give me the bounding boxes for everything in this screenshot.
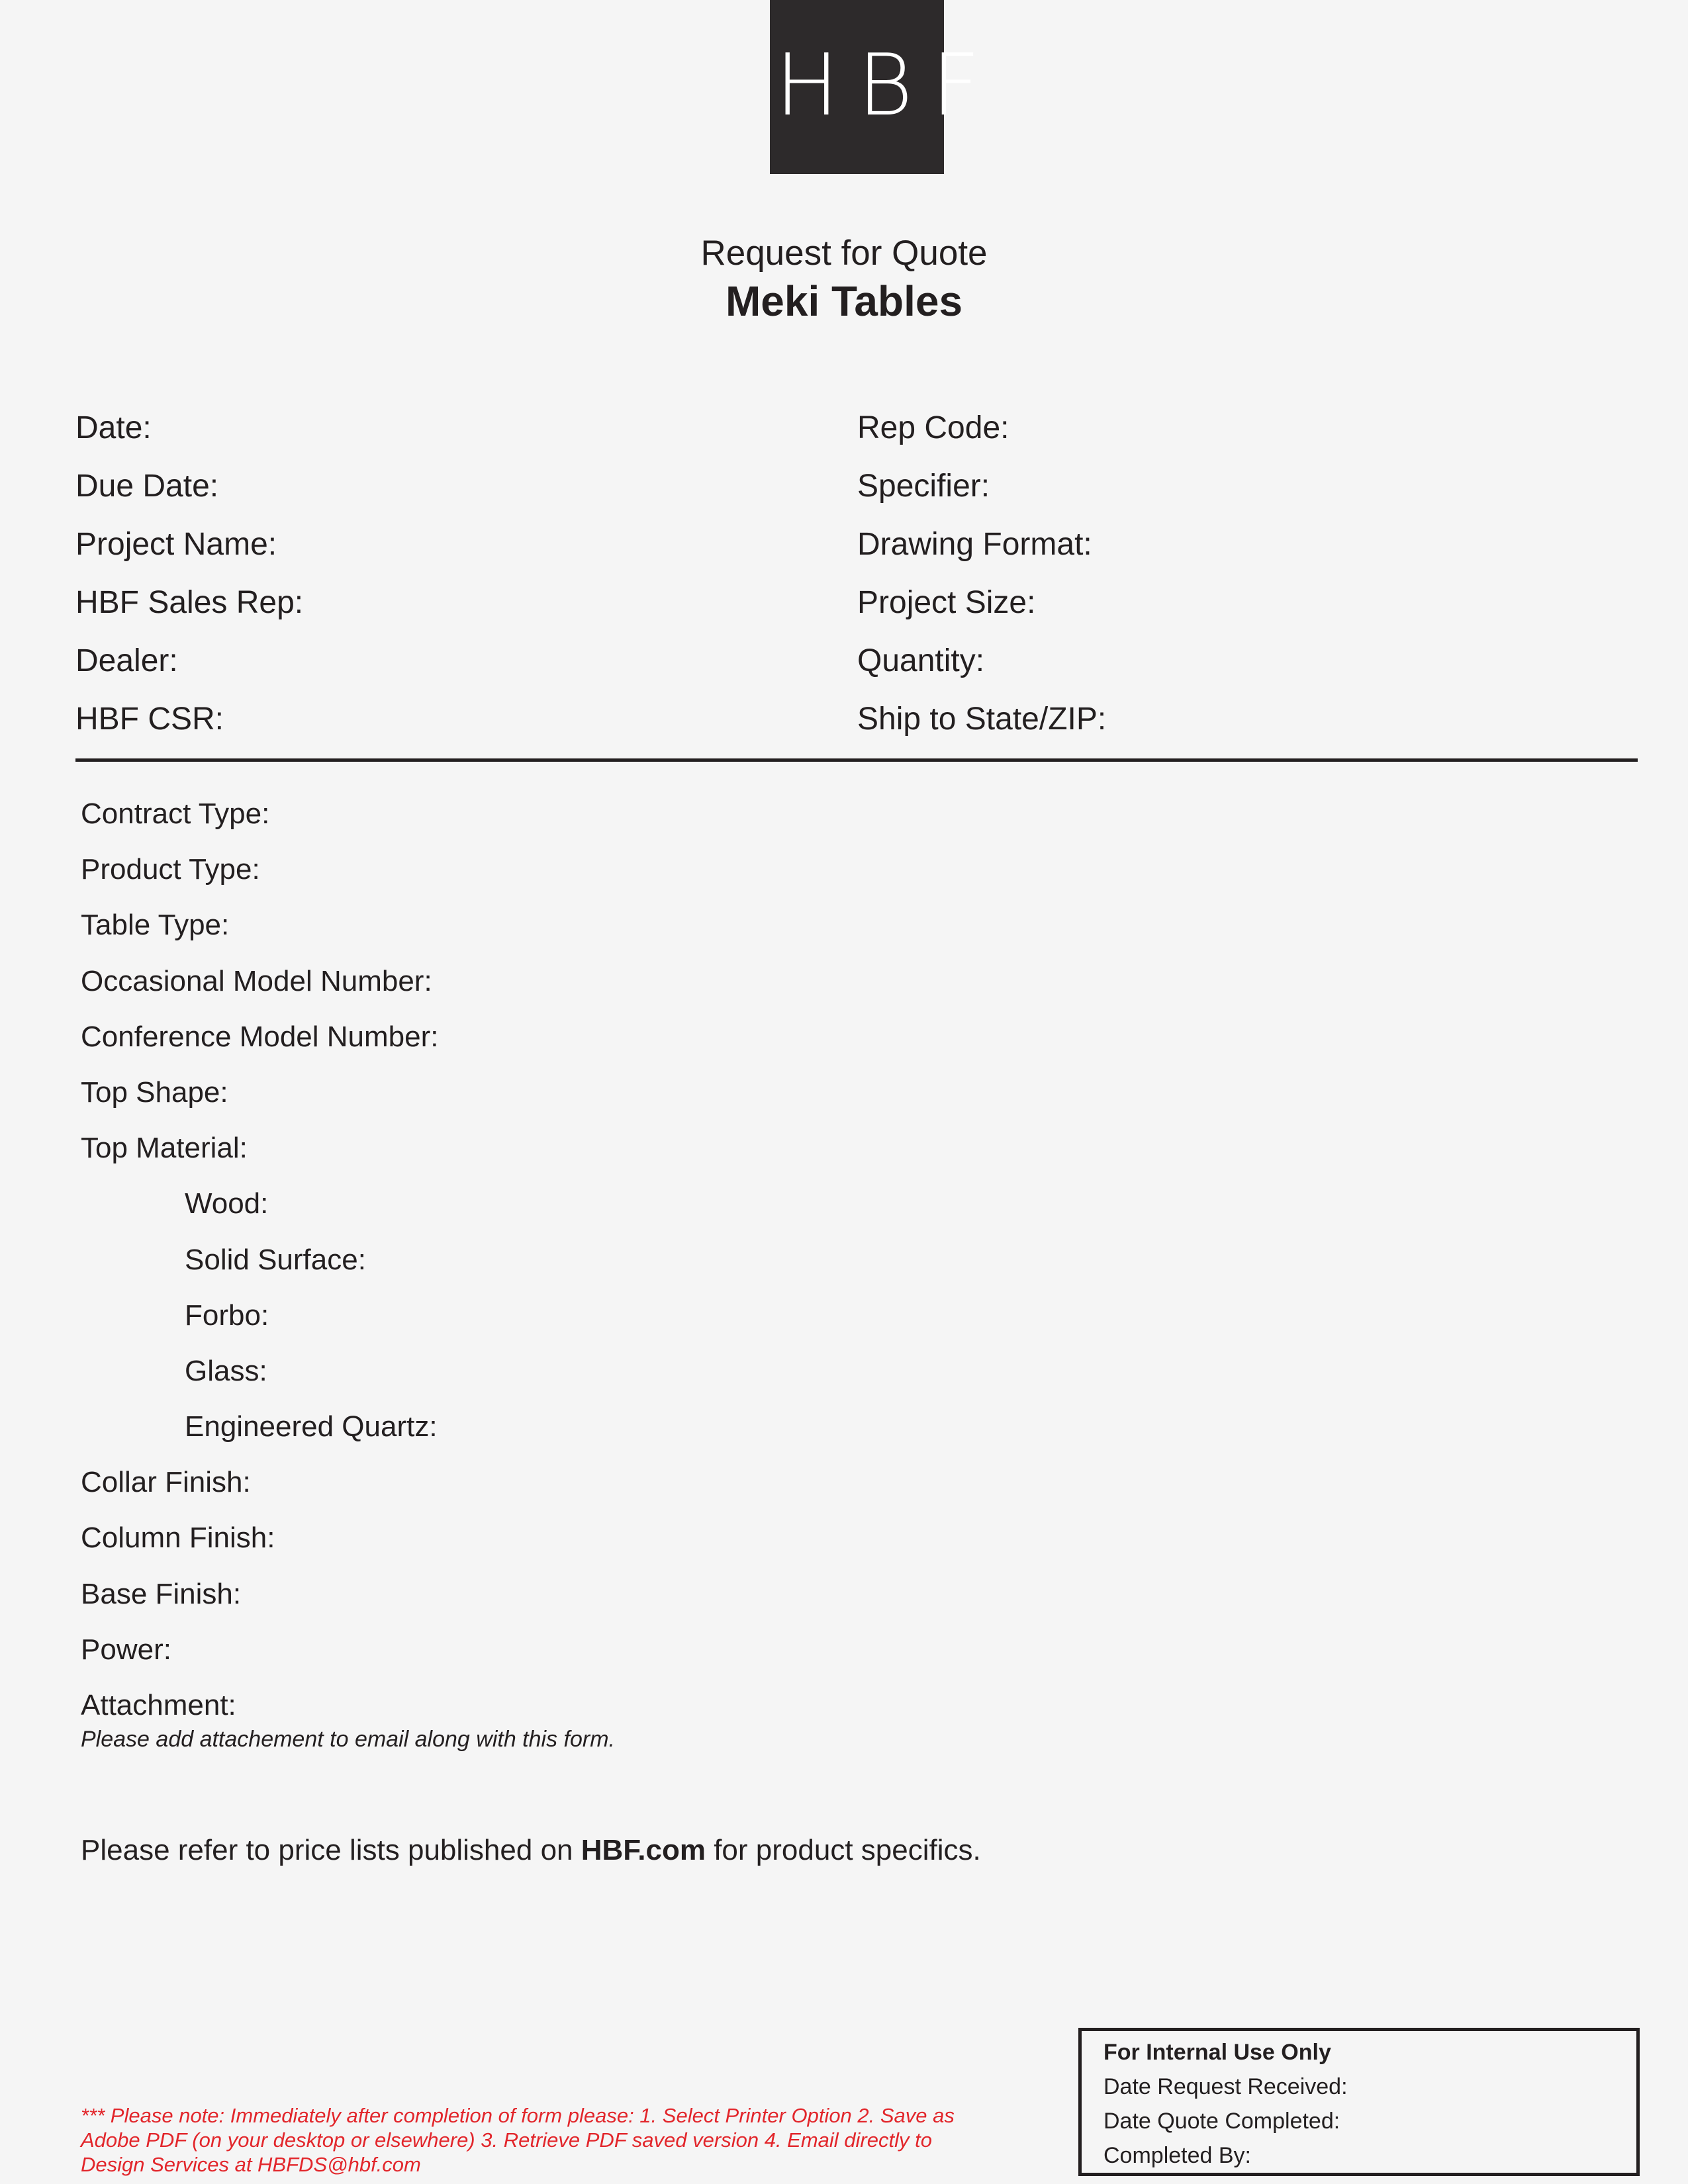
field-collar-finish[interactable]: Collar Finish: [81, 1466, 251, 1499]
field-hbf-csr[interactable]: HBF CSR: [75, 702, 224, 737]
header-fields-left [75, 399, 303, 749]
field-ship-to[interactable]: Ship to State/ZIP: [857, 702, 1107, 737]
section-divider [75, 758, 1638, 762]
field-top-material[interactable]: Top Material: [81, 1132, 248, 1165]
product-fields [81, 786, 438, 1733]
field-conference-model-number[interactable]: Conference Model Number: [81, 1020, 439, 1053]
field-rep-code[interactable]: Rep Code: [857, 410, 1009, 445]
hbf-logo [770, 0, 999, 174]
field-date-quote-completed[interactable]: Date Quote Completed: [1103, 2109, 1340, 2134]
field-dealer[interactable]: Dealer: [75, 643, 178, 678]
field-table-type[interactable]: Table Type: [81, 909, 230, 942]
field-contract-type[interactable]: Contract Type: [81, 797, 270, 830]
field-due-date[interactable]: Due Date: [75, 469, 219, 504]
field-date-request-received[interactable]: Date Request Received: [1103, 2074, 1348, 2099]
field-base-finish[interactable]: Base Finish: [81, 1577, 242, 1610]
field-engineered-quartz[interactable]: Engineered Quartz: [185, 1410, 438, 1443]
header-fields-right [857, 399, 1106, 749]
field-power[interactable]: Power: [81, 1633, 171, 1666]
field-specifier[interactable]: Specifier: [857, 469, 990, 504]
field-column-finish[interactable]: Column Finish: [81, 1522, 275, 1555]
field-top-shape[interactable]: Top Shape: [81, 1075, 228, 1109]
field-project-size[interactable]: Project Size: [857, 585, 1036, 620]
field-product-type[interactable]: Product Type: [81, 853, 260, 886]
refer-text-after: for product specifics. [705, 1834, 981, 1866]
form-subtitle: Request for Quote [700, 234, 988, 273]
field-occasional-model-number[interactable]: Occasional Model Number: [81, 964, 432, 997]
refer-text-before: Please refer to price lists published on [81, 1834, 581, 1866]
completion-instructions: *** Please note: Immediately after completion of form please: 1. Select Printer Option 2. Save as Adobe PDF (on your desktop or elsewhere) 3. Retrieve PDF saved version 4. Email directly to Design Services at HBFDS@hbf.com [81, 2104, 955, 2176]
price-list-reference [81, 1831, 981, 1870]
logo-text: HBF [775, 36, 999, 135]
form-title: Meki Tables [725, 277, 963, 325]
field-hbf-sales-rep[interactable]: HBF Sales Rep: [75, 585, 304, 620]
internal-heading: For Internal Use Only [1103, 2040, 1331, 2065]
field-project-name[interactable]: Project Name: [75, 527, 277, 562]
attachment-note: Please add attachement to email along with this form. [81, 1727, 615, 1752]
field-attachment[interactable]: Attachment: [81, 1689, 236, 1721]
field-forbo[interactable]: Forbo: [185, 1298, 269, 1332]
field-glass[interactable]: Glass: [185, 1354, 267, 1387]
field-completed-by[interactable]: Completed By: [1103, 2143, 1251, 2168]
field-quantity[interactable]: Quantity: [857, 643, 985, 678]
field-date[interactable]: Date: [75, 410, 152, 445]
field-drawing-format[interactable]: Drawing Format: [857, 527, 1092, 562]
internal-use-box [1078, 2028, 1640, 2176]
hbf-link[interactable]: HBF.com [581, 1834, 706, 1866]
field-solid-surface[interactable]: Solid Surface: [185, 1243, 366, 1276]
field-wood[interactable]: Wood: [185, 1187, 269, 1220]
